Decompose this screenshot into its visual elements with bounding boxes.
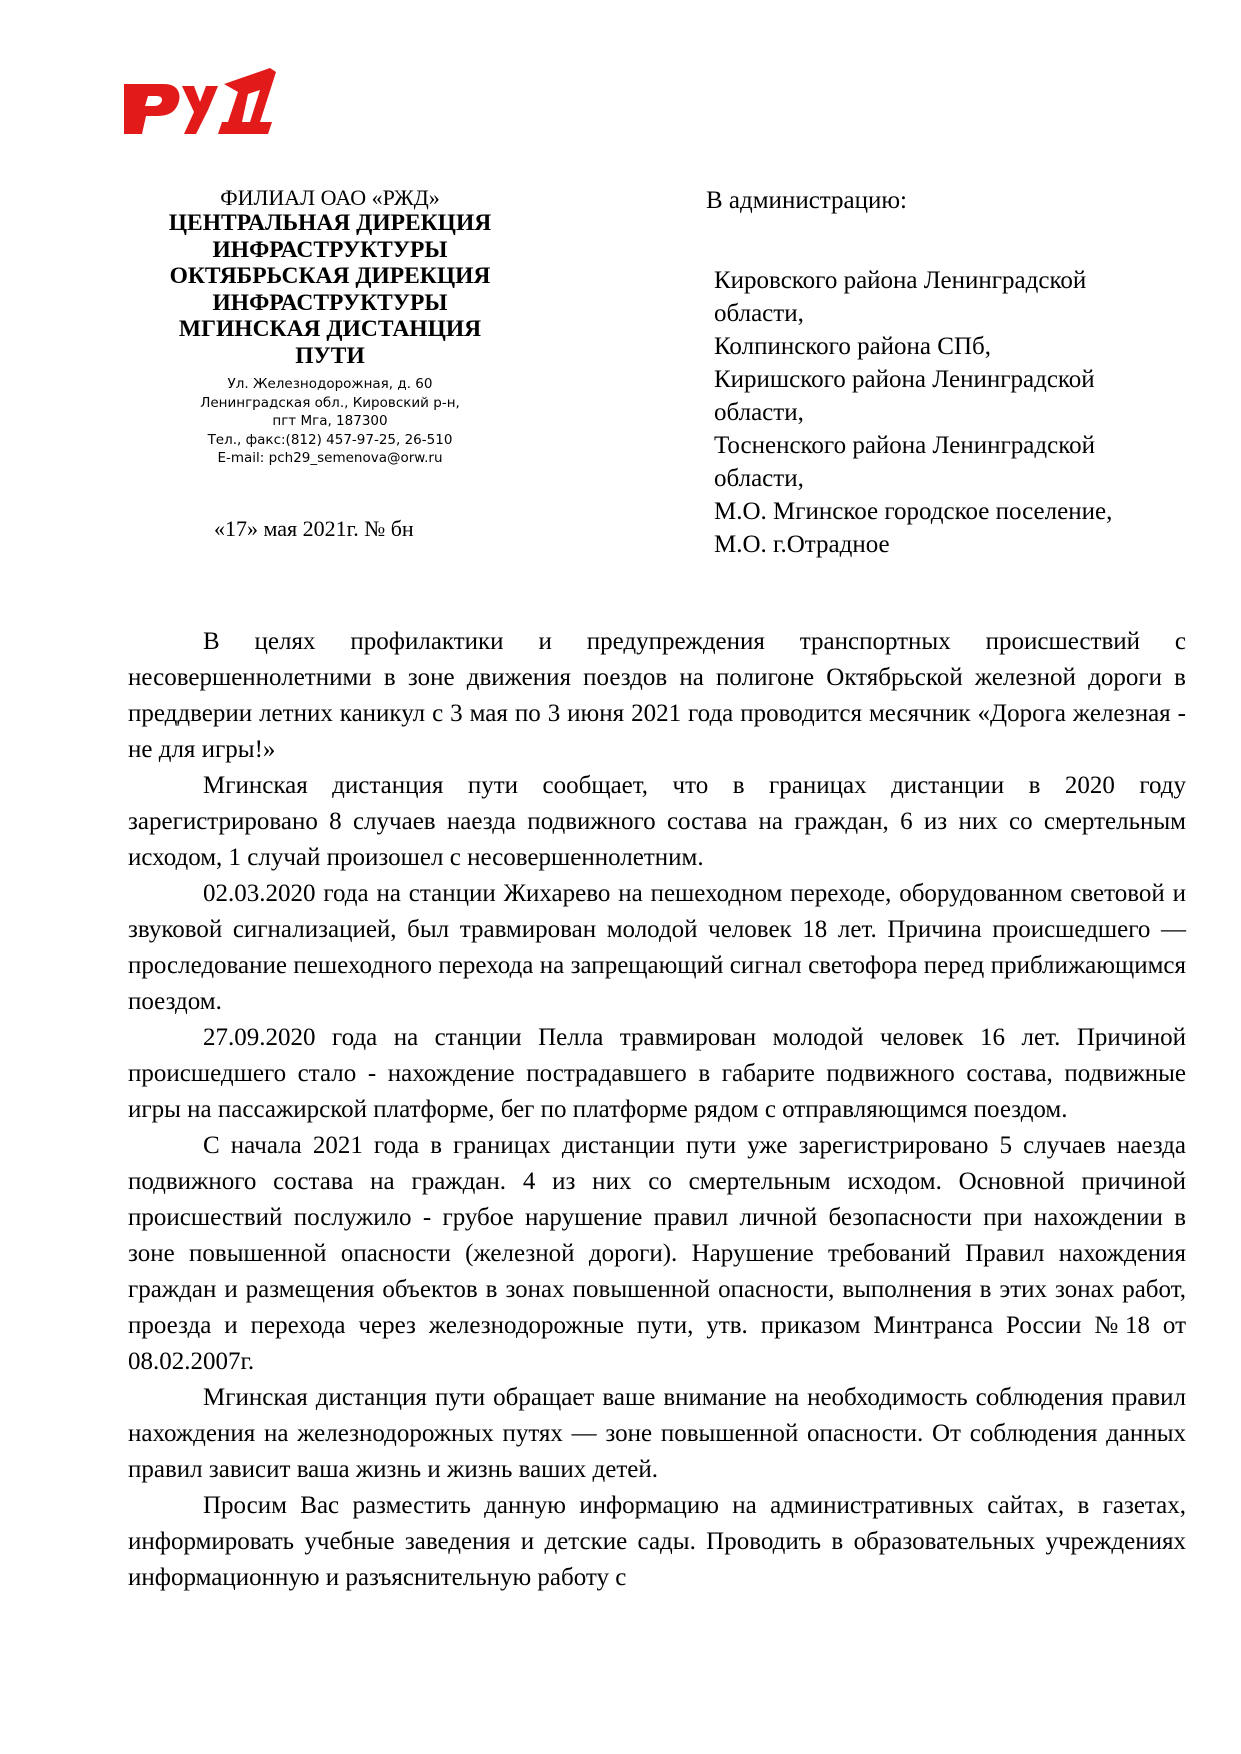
sender-org-line: ПУТИ [295,342,365,369]
recipient-line: Киришского района Ленинградской [714,366,1095,393]
sender-org-line: ЦЕНТРАЛЬНАЯ ДИРЕКЦИЯ [168,210,492,236]
body-paragraph: 27.09.2020 года на станции Пелла травмирован молодой человек 16 лет. Причиной происшедшего стало - нахождение пострадавшего в габарите подвижного состава, подвижные игры на пассажирской платформе, бег по платформе рядом с отправляющимся поездом. [128,1024,1186,1123]
body-paragraph: С начала 2021 года в границах дистанции пути уже зарегистрировано 5 случаев наезда подвижного состава на граждан. 4 из них со смертельным исходом. Основной причиной происшествий послужило - грубое нарушение правил личной безопасности при нахождении в зоне повышенной опасности (железной дороги). Нарушение требований Правил нахождения граждан и размещения объектов в зонах повышенной опасности, выполнения в этих зонах работ, проезда и перехода через железнодорожные пути, утв. приказом Минтранса России №18 от 08.02.2007г. [128,1132,1186,1375]
sender-filial: ФИЛИАЛ ОАО «РЖД» [220,185,440,210]
rzd-logo [120,62,280,134]
recipient-line: Кировского района Ленинградской [714,267,1087,294]
recipient-line: М.О. Мгинское городское поселение, [714,498,1113,525]
sender-org-line: ИНФРАСТРУКТУРЫ [212,289,448,316]
sender-email: E-mail: pch29_semenova@orw.ru [217,450,443,466]
recipient-line: Колпинского района СПб, [714,333,991,360]
body-paragraph: 02.03.2020 года на станции Жихарево на пешеходном переходе, оборудованном световой и звуковой сигнализацией, был травмирован молодой человек 18 лет. Причина происшедшего — проследование пешеходного перехода на запрещающий сигнал светофора перед приближающимся поездом. [128,880,1186,1015]
recipient-line: Тосненского района Ленинградской [714,432,1095,459]
sender-org-line: ОКТЯБРЬСКАЯ ДИРЕКЦИЯ [169,263,491,289]
sender-address: Ул. Железнодорожная, д. 60 [227,376,433,392]
recipient-line: области, [714,399,804,426]
sender-phone: Тел., факс:(812) 457-97-25, 26-510 [207,431,453,448]
body-paragraph: Мгинская дистанция пути обращает ваше внимание на необходимость соблюдения правил нахождения на железнодорожных путях — зоне повышенной опасности. От соблюдения данных правил зависит ваша жизнь и жизнь ваших детей. [128,1384,1186,1483]
sender-org-line: ИНФРАСТРУКТУРЫ [212,236,448,263]
recipient-line: области, [714,300,804,327]
body-paragraph: Мгинская дистанция пути сообщает, что в границах дистанции в 2020 году зарегистрировано 8 случаев наезда подвижного состава на граждан, 6 из них со смертельным исходом, 1 случай произошел с несовершеннолетним. [128,772,1186,871]
sender-block [140,186,520,468]
sender-org-line: МГИНСКАЯ ДИСТАНЦИЯ [178,316,482,342]
recipient-line: М.О. г.Отрадное [714,531,890,558]
sender-postcode: пгт Мга, 187300 [272,413,388,429]
recipient-list [706,264,1186,561]
sender-contacts [140,375,520,468]
sender-org-name [140,210,520,369]
sender-region: Ленинградская обл., Кировский р-н, [200,394,460,411]
recipient-block [706,186,1186,561]
rzd-logo-graphic [120,62,280,134]
recipient-heading: В администрацию: [706,187,908,214]
body-paragraph: Просим Вас разместить данную информацию на административных сайтах, в газетах, информировать учебные заведения и детские сады. Проводить в образовательных учреждениях информационную и разъяснительную работу с [128,1492,1186,1591]
body-paragraph: В целях профилактики и предупреждения транспортных происшествий с несовершеннолетними в зоне движения поездов на полигоне Октябрьской железной дороги в преддверии летних каникул с 3 мая по 3 июня 2021 года проводится месячник «Дорога железная - не для игры!» [128,628,1186,763]
letter-date: «17» мая 2021г. № бн [214,516,414,541]
letter-body [128,624,1186,1596]
recipient-line: области, [714,465,804,492]
